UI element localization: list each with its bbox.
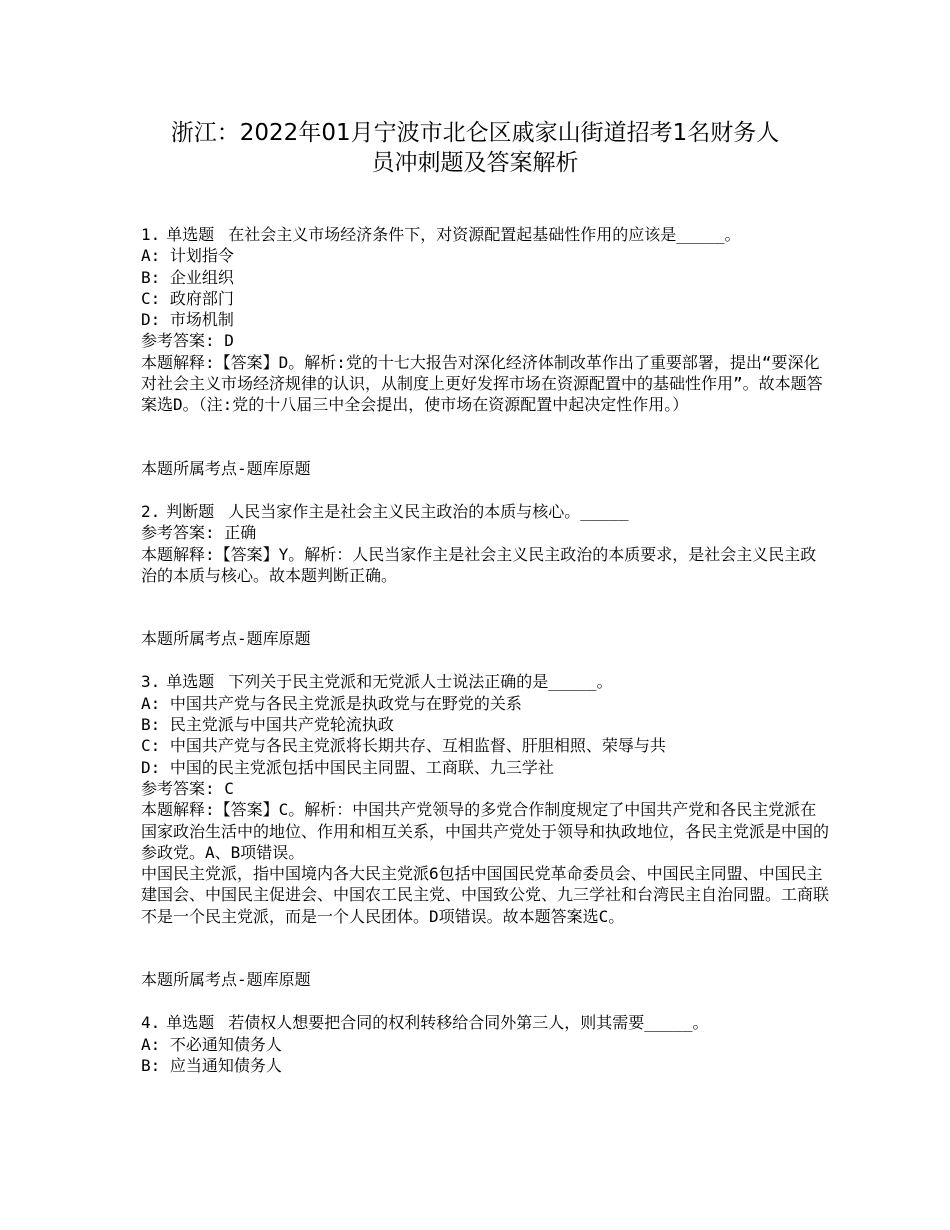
option-c: C: 政府部门 (141, 288, 234, 308)
question-header (141, 501, 831, 522)
question-number: 4. (141, 1013, 161, 1033)
question-2 (141, 501, 831, 671)
topic-label: 本题所属考点-题库原题 (141, 629, 311, 649)
question-stem: 若债权人想要把合同的权利转移给合同外第三人，则其需要_____。 (228, 1013, 709, 1033)
topic-label: 本题所属考点-题库原题 (141, 970, 311, 990)
reference-answer: 参考答案: 正确 (141, 523, 257, 543)
question-type: 判断题 (166, 501, 215, 521)
title-line-2: 员冲刺题及答案解析 (371, 150, 579, 176)
option-b: B: 民主党派与中国共产党轮流执政 (141, 715, 394, 735)
option-b: B: 企业组织 (141, 267, 234, 287)
option-b: B: 应当通知债务人 (141, 1055, 282, 1075)
question-header (141, 224, 831, 245)
option-a: A: 计划指令 (141, 246, 234, 266)
explanation: 本题解释:【答案】Y。解析：人民当家作主是社会主义民主政治的本质要求，是社会主义民主政治的本质与核心。故本题判断正确。 (141, 544, 817, 585)
question-3 (141, 671, 831, 1012)
reference-answer: 参考答案: D (141, 331, 234, 351)
option-a: A: 不必通知债务人 (141, 1034, 282, 1054)
question-4 (141, 1012, 831, 1076)
explanation: 本题解释:【答案】D。解析:党的十七大报告对深化经济体制改革作出了重要部署，提出“要深化对社会主义市场经济规律的认识，从制度上更好发挥市场在资源配置中的基础性作用”。故本题答案选D。（注:党的十八届三中全会提出，使市场在资源配置中起决定性作用。） (141, 352, 823, 415)
question-number: 2. (141, 501, 161, 521)
option-d: D: 中国的民主党派包括中国民主同盟、工商联、九三学社 (141, 757, 554, 777)
question-list (141, 224, 831, 1076)
question-type: 单选题 (166, 1013, 215, 1033)
question-number: 1. (141, 225, 161, 244)
question-stem: 在社会主义市场经济条件下，对资源配置起基础性作用的应该是_____。 (228, 225, 741, 244)
title-line-1: 浙江：2022年01月宁波市北仑区戚家山街道招考1名财务人 (170, 120, 780, 146)
question-type: 单选题 (166, 672, 215, 692)
question-header (141, 671, 831, 692)
question-number: 3. (141, 672, 161, 692)
topic-label: 本题所属考点-题库原题 (141, 458, 311, 478)
option-a: A: 中国共产党与各民主党派是执政党与在野党的关系 (141, 693, 522, 713)
question-stem: 人民当家作主是社会主义民主政治的本质与核心。_____ (228, 501, 629, 521)
question-header (141, 1012, 831, 1033)
question-type: 单选题 (166, 225, 215, 244)
question-1 (141, 224, 831, 501)
reference-answer: 参考答案: C (141, 778, 234, 798)
document-title (100, 118, 850, 178)
explanation: 本题解释:【答案】C。解析：中国共产党领导的多党合作制度规定了中国共产党和各民主党派在国家政治生活中的地位、作用和相互关系，中国共产党处于领导和执政地位，各民主党派是中国的参政党。A、B项错误。 (141, 800, 830, 862)
question-stem: 下列关于民主党派和无党派人士说法正确的是_____。 (228, 672, 613, 692)
explanation-continued: 中国民主党派，指中国境内各大民主党派6包括中国国民党革命委员会、中国民主同盟、中国民主建国会、中国民主促进会、中国农工民主党、中国致公党、九三学社和台湾民主自治同盟。工商联不是一个民主党派，而是一个人民团体。D项错误。故本题答案选C。 (141, 864, 830, 926)
option-c: C: 中国共产党与各民主党派将长期共存、互相监督、肝胆相照、荣辱与共 (141, 736, 666, 756)
option-d: D: 市场机制 (141, 310, 234, 330)
